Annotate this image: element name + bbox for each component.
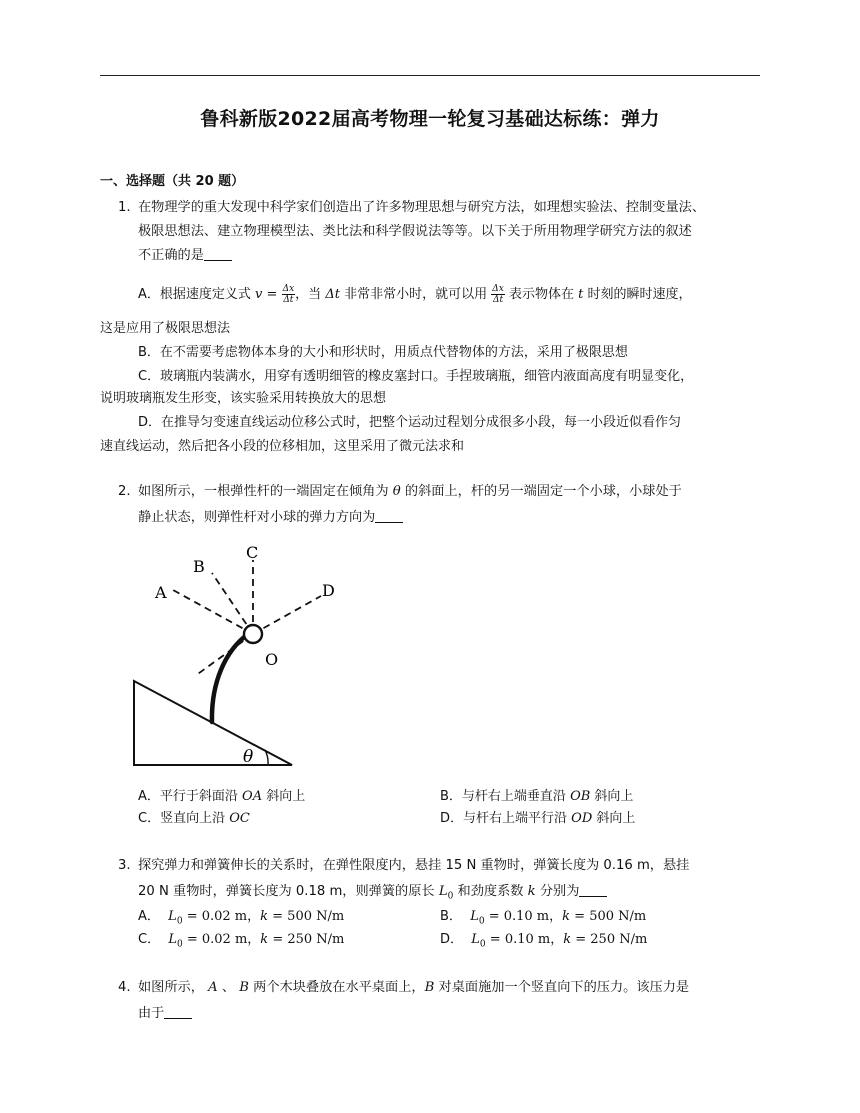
theta-label: θ: [243, 747, 254, 767]
question-4-line-2: 由于: [138, 1002, 778, 1026]
math-dt: Δt: [325, 287, 340, 302]
q1-option-c[interactable]: C．玻璃瓶内装满水，用穿有透明细管的橡皮塞封口。手捏玻璃瓶，细管内液面高度有明显变化，: [138, 369, 694, 384]
direction-line-a: [173, 590, 253, 634]
math-t: t: [578, 287, 584, 302]
q1-option-d[interactable]: D．在推导匀变速直线运动位移公式时，把整个运动过程划分成很多小段，每一小段近似看作匀: [138, 415, 682, 430]
question-1: [118, 196, 768, 220]
question-4: 4. 如图所示， A 、 B 两个木块叠放在水平桌面上，B 对桌面施加一个竖直向下的压力。该压力是: [118, 976, 768, 1000]
question-text: 如图所示，一根弹性杆的一端固定在倾角为: [138, 484, 389, 499]
option-text: 时刻的瞬时速度，: [587, 287, 692, 302]
q3-option-d[interactable]: D． $L_0 = 0.10$ m，k = 250 N/m: [440, 932, 648, 950]
label-b: B: [193, 557, 205, 576]
question-number: 2.: [118, 484, 131, 499]
fraction: $\frac{\Delta x}{\Delta t}$: [282, 284, 295, 305]
question-number: 3.: [118, 858, 131, 873]
direction-line-extension: [195, 634, 253, 676]
q3-option-a[interactable]: A． $L_0 = 0.02$ m，k = 500 N/m: [138, 909, 345, 927]
question-text: 在物理学的重大发现中科学家们创造出了许多物理思想与研究方法，如理想实验法、控制变量法、: [138, 200, 706, 215]
direction-line-d: [253, 596, 321, 634]
label-o: O: [265, 650, 279, 669]
q1-option-a-line-2: 这是应用了极限思想法: [100, 321, 231, 336]
q2-option-c[interactable]: C．竖直向上沿 OC: [138, 811, 250, 826]
q3-option-c[interactable]: C． $L_0 = 0.02$ m，k = 250 N/m: [138, 932, 345, 950]
q2-option-d[interactable]: D．与杆右上端平行沿 OD 斜向上: [440, 811, 636, 826]
ball: [244, 625, 262, 643]
question-text: 静止状态，则弹性杆对小球的弹力方向为: [138, 510, 376, 525]
label-c: C: [246, 543, 259, 562]
q2-option-a[interactable]: A．平行于斜面沿 OA 斜向上: [138, 789, 306, 804]
question-number: 4.: [118, 980, 131, 995]
direction-line-b: [212, 573, 253, 634]
question-number: 1.: [118, 200, 131, 215]
question-1-line-2: 极限思想法、建立物理模型法、类比法和科学假说法等等。以下关于所用物理学研究方法的叙述: [138, 224, 692, 239]
fraction: $\frac{\Delta x}{\Delta t}$: [492, 284, 504, 305]
option-text: 非常非常小时，就可以用: [344, 287, 488, 302]
q3-option-b[interactable]: B． $L_0 = 0.10$ m，k = 500 N/m: [440, 909, 647, 927]
question-text: 不正确的是: [138, 248, 204, 263]
answer-blank[interactable]: [375, 508, 403, 523]
q1-option-a[interactable]: [138, 284, 778, 306]
question-3-line-2: 20 N 重物时，弹簧长度为 0.18 m，则弹簧的原长 $L_0$ 和劲度系数 k 分别为: [138, 880, 778, 909]
option-text: ，当: [295, 287, 322, 302]
answer-blank[interactable]: [579, 882, 607, 897]
option-text: 表示物体在: [508, 287, 574, 302]
elastic-rod-figure: [125, 538, 345, 773]
label-d: D: [322, 581, 335, 600]
math-v: v: [255, 287, 263, 302]
math-theta: θ: [392, 484, 401, 499]
question-text: 的斜面上，杆的另一端固定一个小球，小球处于: [404, 484, 682, 499]
q1-option-d-line-2: 速直线运动，然后把各小段的位移相加，这里采用了微元法求和: [100, 439, 465, 454]
q1-option-b[interactable]: B．在不需要考虑物体本身的大小和形状时，用质点代替物体的方法，采用了极限思想: [138, 345, 628, 360]
question-2: [118, 480, 768, 504]
section-heading: 一、选择题（共 20 题）: [100, 174, 245, 189]
question-2-line-2: [138, 506, 778, 530]
answer-blank[interactable]: [164, 1004, 192, 1019]
math-equals: =: [266, 287, 278, 302]
elastic-rod: [212, 634, 248, 722]
question-text: 探究弹力和弹簧伸长的关系时，在弹性限度内，悬挂 15 N 重物时，弹簧长度为 0.16 m，悬挂: [138, 858, 690, 873]
option-text: A．根据速度定义式: [138, 287, 251, 302]
q2-option-b[interactable]: B．与杆右上端垂直沿 OB 斜向上: [440, 789, 634, 804]
answer-blank[interactable]: [204, 246, 232, 261]
q1-option-c-line-2: 说明玻璃瓶发生形变，该实验采用转换放大的思想: [100, 391, 387, 406]
header-rule: [100, 75, 760, 76]
question-1-line-3: [138, 244, 778, 268]
question-3: [118, 854, 768, 878]
label-a: A: [155, 583, 167, 602]
page-title: 鲁科新版2022届高考物理一轮复习基础达标练：弹力: [200, 108, 660, 130]
